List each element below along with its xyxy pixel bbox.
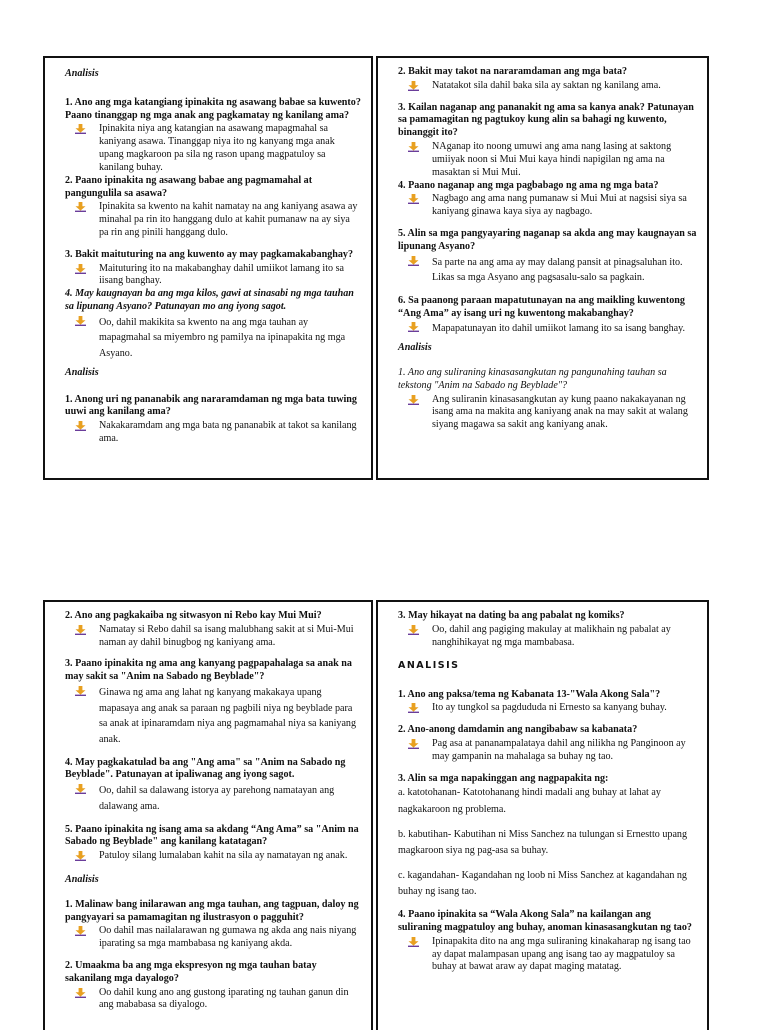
analysis-panel-1 xyxy=(43,56,373,480)
question: 2. Umaakma ba ang mga ekspresyon ng mga tauhan batay sakanilang mga dayalogo? xyxy=(65,960,317,984)
answer-paragraph: b. kabutihan- Kabutihan ni Miss Sanchez na tulungan si Ernestto upang magkaroon siya ng pag-asa sa buhay. xyxy=(398,828,688,856)
question: 2. Ano-anong damdamin ang nangibabaw sa kabanata? xyxy=(398,724,638,736)
arrow-bullet-icon xyxy=(408,142,419,152)
arrow-bullet-icon xyxy=(408,256,419,266)
question: 6. Sa paanong paraan mapatutunayan na ang maikling kuwentong “Ang Ama” ay isang uri ng kuwentong makabanghay? xyxy=(398,294,685,319)
answer-item xyxy=(65,850,361,863)
arrow-bullet-icon xyxy=(408,739,419,749)
answer-item xyxy=(398,738,697,764)
arrow-bullet-icon xyxy=(75,926,86,936)
answer-text: Patuloy silang lumalaban kahit na sila ay namatayan ng anak. xyxy=(99,850,348,862)
arrow-bullet-icon xyxy=(75,851,86,861)
answer-text: Sa parte na ang ama ay may dalang pansit at pinagsaluhan ito. Likas sa mga Asyano ang pagsasalu-salo sa pagkain. xyxy=(432,256,683,284)
question: 3. Alin sa mga napakinggan ang nagpapakita ng: xyxy=(398,772,609,784)
answer-text: Oo dahil mas nailalarawan ng gumawa ng akda ang nais niyang iparating sa mga mambabasa ng kaniyang akda. xyxy=(99,925,357,950)
question: 1. Anong uri ng pananabik ang nararamdaman ng mga bata tuwing uuwi ang kanilang ama? xyxy=(65,393,357,418)
answer-text: Ang suliranin kinasasangkutan ay kung paano nakakayanan ng isang ama na makita ang kaniyang anak na may sakit at walang siyang magawa sa sakit ang kaniyang anak. xyxy=(432,393,688,431)
answer-item xyxy=(65,925,361,951)
arrow-bullet-icon xyxy=(75,421,86,431)
arrow-bullet-icon xyxy=(408,395,419,405)
question: 2. Paano ipinakita ng asawang babae ang pagmamahal at pangungulila sa asawa? xyxy=(65,174,313,199)
answer-text: Oo, dahil sa dalawang istorya ay parehong namatayan ang dalawang ama. xyxy=(99,785,335,812)
answer-text: Namatay si Rebo dahil sa isang malubhang sakit at si Mui-Mui naman ay dahil binugbog ng kaniyang ama. xyxy=(99,623,354,648)
answer-item xyxy=(398,624,697,650)
analysis-panel-2 xyxy=(376,56,709,480)
answer-item xyxy=(65,783,361,814)
arrow-bullet-icon xyxy=(75,784,86,794)
answer-item xyxy=(65,987,361,1013)
question: 4. May kaugnayan ba ang mga kilos, gawi at sinasabi ng mga tauhan sa lipunang Asyano? Patunayan mo ang iyong sagot. xyxy=(65,288,354,312)
arrow-bullet-icon xyxy=(75,686,86,696)
arrow-bullet-icon xyxy=(408,937,419,947)
arrow-bullet-icon xyxy=(408,625,419,635)
question: 1. Ano ang suliraning kinasasangkutan ng pangunahing tauhan sa tekstong "Anim na Sabado ng Beyblade"? xyxy=(398,366,667,391)
arrow-bullet-icon xyxy=(75,202,86,212)
arrow-bullet-icon xyxy=(75,988,86,998)
arrow-bullet-icon xyxy=(408,322,419,332)
section-heading: Analisis xyxy=(65,68,99,79)
question: 3. Paano ipinakita ng ama ang kanyang pagpapahalaga sa anak na may sakit sa "Anim na Sabado ng Beyblade"? xyxy=(65,658,352,683)
answer-text: Ipinakita niya ang katangian na asawang mapagmahal sa kaniyang asawa. Tinanggap niya ito ng kanyang mga anak upang magkaroon pa sila ng rason upang magpatuloy sa kanilang buhay. xyxy=(99,123,335,173)
question: 5. Paano ipinakita ng isang ama sa akdang “Ang Ama” sa "Anim na Sabado ng Beyblade" ang kanilang katatagan? xyxy=(65,823,359,848)
analysis-panel-4 xyxy=(376,600,709,1030)
answer-text: Oo dahil kung ano ang gustong iparating ng tauhan ganun din ang mababasa sa diyalogo. xyxy=(99,986,349,1011)
answer-text: Maituturing ito na makabanghay dahil umiikot lamang ito sa iisang banghay. xyxy=(99,262,345,287)
answer-paragraph: a. katotohanan- Katotohanang hindi madali ang buhay at lahat ay nagkakaroon ng problema. xyxy=(398,787,661,815)
answer-text: Ginawa ng ama ang lahat ng kanyang makakaya upang mapasaya ang anak sa paraan ng pagbili niya ng beyblade para sa anak at ipinaramdam niya ang pagmamahal niya sa kaniyang anak. xyxy=(99,687,357,745)
answer-item xyxy=(398,321,697,337)
answer-text: Ito ay tungkol sa pagdududa ni Ernesto sa kanyang buhay. xyxy=(432,702,667,714)
question: 1. Ano ang paksa/tema ng Kabanata 13-"Wala Akong Sala"? xyxy=(398,688,661,700)
arrow-bullet-icon xyxy=(75,316,86,326)
answer-item xyxy=(65,263,361,289)
section-heading: Analisis xyxy=(65,873,99,885)
question: 4. Paano naganap ang mga pagbabago ng ama ng mga bata? xyxy=(398,179,659,191)
arrow-bullet-icon xyxy=(408,703,419,713)
section-heading: ANALISIS xyxy=(398,660,460,672)
question: 1. Malinaw bang inilarawan ang mga tauhan, ang tagpuan, daloy ng pangyayari sa pamamagitan ng ilustrasyon o pagguhit? xyxy=(65,898,359,923)
arrow-bullet-icon xyxy=(408,194,419,204)
answer-text: Nagbago ang ama nang pumanaw si Mui Mui at nagsisi siya sa kaniyang ginawa kaya siya ay nagbago. xyxy=(432,193,687,218)
answer-item xyxy=(398,255,697,286)
answer-text: Pag asa at pananampalataya dahil ang nilikha ng Panginoon ay may gampanin na mahalaga sa buhay ng tao. xyxy=(432,737,686,762)
question: 2. Bakit may takot na nararamdaman ang mga bata? xyxy=(398,66,628,77)
question: 3. Bakit maituturing na ang kuwento ay may pagkamakabanghay? xyxy=(65,248,354,260)
answer-item xyxy=(398,702,697,715)
analysis-panel-3 xyxy=(43,600,373,1030)
answer-item xyxy=(398,80,697,93)
arrow-bullet-icon xyxy=(75,124,86,134)
question: 5. Alin sa mga pangyayaring naganap sa akda ang may kaugnayan sa lipunang Asyano? xyxy=(398,227,697,252)
question: 1. Ano ang mga katangiang ipinakita ng asawang babae sa kuwento? Paano tinanggap ng mga anak ang pagkamatay ng kanilang ama? xyxy=(65,96,361,121)
answer-text: Nakakaramdam ang mga bata ng pananabik at takot sa kanilang ama. xyxy=(99,420,357,444)
question: 3. May hikayat na dating ba ang pabalat ng komiks? xyxy=(398,610,625,621)
section-heading: Analisis xyxy=(65,366,99,378)
question: 3. Kailan naganap ang pananakit ng ama sa kanya anak? Patunayan sa pamamagitan ng pagtukoy kung alin sa bahagi ng kuwento, binanggit ito? xyxy=(398,101,694,139)
answer-item xyxy=(65,315,361,362)
answer-item xyxy=(65,201,361,239)
section-heading: Analisis xyxy=(398,342,432,354)
answer-text: Ipinakita sa kwento na kahit namatay na ang kaniyang asawa ay minahal pa rin ito hanggang dulo at kahit pumanaw na ay siya pa rin ang pinili hanggang dulo. xyxy=(99,201,358,238)
answer-item xyxy=(398,141,697,179)
answer-text: Oo, dahil ang pagiging makulay at malikhain ng pabalat ay nanghihikayat ng mga mambabasa. xyxy=(432,623,671,648)
answer-text: Oo, dahil makikita sa kwento na ang mga tauhan ay mapagmahal sa miyembro ng pamilya na ipinapakita ng mga Asyano. xyxy=(99,316,346,360)
answer-item xyxy=(65,420,361,446)
answer-paragraph: c. kagandahan- Kagandahan ng loob ni Miss Sanchez at kagandahan ng buhay ng isang tao. xyxy=(398,869,687,898)
answer-item xyxy=(65,624,361,650)
answer-item xyxy=(65,685,361,748)
answer-text: Natatakot sila dahil baka sila ay saktan ng kanilang ama. xyxy=(432,79,661,91)
answer-text: Ipinapakita dito na ang mga suliraning kinakaharap ng isang tao ay dapat malampasan upang ang isang tao ay magpatuloy sa buhay at bawat araw ay dapat maging matatag. xyxy=(432,935,691,973)
question: 2. Ano ang pagkakaiba ng sitwasyon ni Rebo kay Mui Mui? xyxy=(65,610,322,621)
answer-text: NAganap ito noong umuwi ang ama nang lasing at saktong umiiyak noon si Mui Mui kaya hindi napigilan ng ama na masaktan si Mui Mui. xyxy=(432,141,672,178)
answer-item xyxy=(65,123,361,174)
question: 4. Paano ipinakita sa “Wala Akong Sala” na kailangan ang suliraning magpatuloy ang buhay, anoman kinasasangkutan ng tao? xyxy=(398,909,692,934)
arrow-bullet-icon xyxy=(75,625,86,635)
answer-item xyxy=(398,936,697,974)
arrow-bullet-icon xyxy=(75,264,86,274)
answer-text: Mapapatunayan ito dahil umiikot lamang ito sa isang banghay. xyxy=(432,323,686,335)
arrow-bullet-icon xyxy=(408,81,419,91)
question: 4. May pagkakatulad ba ang "Ang ama" sa "Anim na Sabado ng Beyblade". Patunayan at ipaliwanag ang iyong sagot. xyxy=(65,756,346,781)
answer-item xyxy=(398,193,697,219)
answer-item xyxy=(398,394,697,432)
